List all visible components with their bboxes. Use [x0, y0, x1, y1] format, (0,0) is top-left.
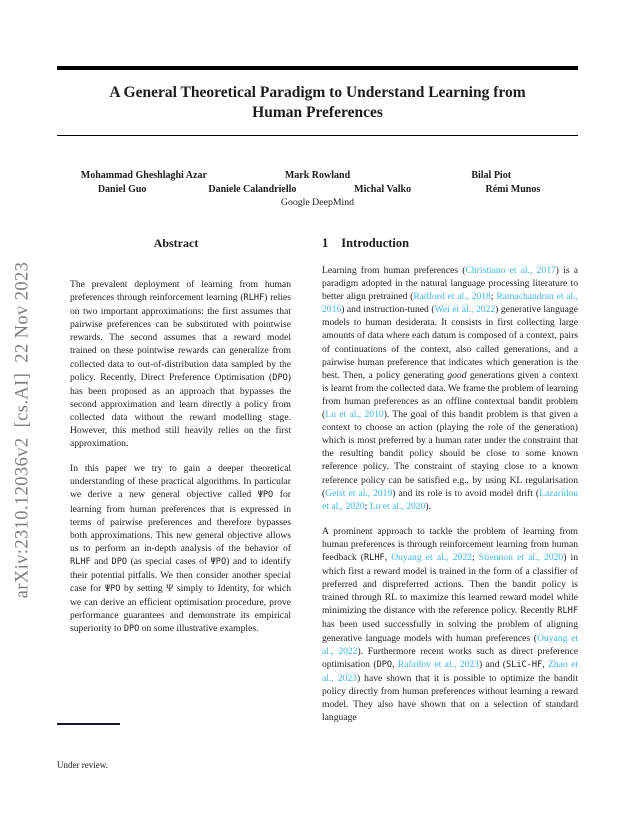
- section-title: Introduction: [341, 236, 410, 250]
- citation-link[interactable]: Zhao et al., 2023: [322, 658, 579, 684]
- body-text: generations given a context is learnt from the collected data. We frame the problem of learning from human preferences as an offline contextual bandit problem (: [322, 369, 578, 421]
- body-text: ;: [471, 551, 479, 563]
- inline-code: RLHF: [243, 293, 265, 304]
- body-text: ) generative language models to human desiderata. It consists in first collecting large amounts of data where each datum is composed of a context, pairs of continuations of the context, also called generations, and a pairwise human preference that indicates which generation is the best. Then, a policy generating: [322, 304, 578, 381]
- body-text: ) and its role is to avoid model drift (: [392, 487, 540, 499]
- abstract-heading: Abstract: [153, 236, 199, 250]
- body-text: ) and to identify their potential pitfalls. We then consider another special case for: [70, 555, 291, 595]
- author-name: Rémi Munos: [485, 183, 541, 195]
- inline-code: RLHF: [557, 606, 578, 617]
- citation-link[interactable]: Ouyang et al., 2022: [391, 551, 472, 563]
- author-row-2: [57, 183, 578, 197]
- body-text: has been used successfully in solving the problem of aligning generative language models with human preferences (: [322, 619, 578, 644]
- inline-code: ΨPO: [257, 490, 274, 501]
- title-rule: [57, 135, 578, 136]
- author-block: [57, 169, 578, 208]
- body-text: ) in which first a reward model is trained in the form of a classifier of preferred and dispreferred actions. Then the bandit policy is trained through RL to maximize this learned reward model while minimizing the distance with the reference policy. Recently: [322, 551, 579, 617]
- inline-code: DPO: [272, 372, 288, 383]
- section-heading-introduction: [322, 236, 578, 251]
- footnote-rule: [57, 723, 120, 725]
- citation-link[interactable]: Wei et al., 2022: [434, 304, 496, 316]
- footer-note: Under review.: [57, 760, 108, 770]
- author-name: Mark Rowland: [284, 170, 351, 181]
- body-text: ). Furthermore recent works such as direct preference optimisation (: [322, 645, 579, 670]
- body-text: The prevalent deployment of learning from human preferences through reinforcement learning (: [70, 279, 291, 304]
- body-text: ,: [392, 658, 398, 670]
- body-text: for learning from human preferences that is expressed in terms of pairwise preferences and therefore bypasses both approximations. This new general objective allows us to perform an in-depth analysis of the behavior of: [70, 489, 291, 554]
- inline-code: DPO: [376, 659, 393, 670]
- body-text: ) and (: [478, 658, 506, 670]
- body-text: by setting Ψ simply to Identity, for which we can derive an efficient optimisation procedure, prove performance guarantees and demonstrate its empirical superiority to: [70, 583, 291, 635]
- body-text: Learning from human preferences (: [322, 265, 466, 276]
- citation-link[interactable]: Lu et al., 2010: [325, 409, 384, 421]
- page-content: [57, 66, 578, 736]
- body-text: In this paper we try to gain a deeper theoretical understanding of these practical algorithms. In particular we derive a new general objective called: [70, 463, 291, 501]
- affiliation: Google DeepMind: [280, 197, 355, 208]
- paper-title-line2: Human Preferences: [252, 104, 383, 121]
- inline-code: ΨPO: [210, 556, 227, 567]
- author-name: Daniele Calandriello: [208, 183, 297, 195]
- body-text: ) has been proposed as an approach that bypasses the second approximation and learn directly a policy from collected data without the reward modelling stage. However, this method still heavily relies on the first approximation.: [70, 371, 291, 450]
- top-rule: [57, 66, 578, 70]
- body-text: ) is a paradigm adopted in the natural language processing literature to better align pretrained (: [322, 265, 578, 303]
- abstract-body: [57, 278, 295, 636]
- body-text: ). The goal of this bandit problem is that given a context to choose an action (playing the role of the generation) which is most preferred by a human rater under the constraint that the resulting bandit policy should be close to some known reference policy. The constraint of staying close to a known reference policy can be satisfied e.g., by using KL regularisation (: [322, 409, 579, 499]
- introduction-paragraph-2: [322, 525, 578, 724]
- body-text: ,: [384, 551, 392, 563]
- section-number: 1: [322, 236, 329, 250]
- author-row-1: [57, 169, 578, 183]
- citation-link[interactable]: Christiano et al., 2017: [465, 265, 556, 276]
- inline-code: RLHF: [70, 556, 91, 567]
- body-text: and: [90, 555, 112, 567]
- citation-link[interactable]: Ouyang et al., 2022: [322, 632, 578, 657]
- author-name: Michal Valko: [354, 183, 412, 195]
- citation-link[interactable]: Lu et al., 2020: [369, 500, 426, 512]
- inline-code: RLHF: [363, 552, 385, 563]
- abstract-paragraph-1: [70, 278, 291, 450]
- body-text: (as special cases of: [127, 555, 211, 567]
- citation-link[interactable]: Lazaridou et al., 2020: [322, 487, 579, 512]
- body-text: ;: [490, 291, 497, 303]
- inline-code: ΨPO: [104, 584, 121, 595]
- arxiv-watermark: arXiv:2310.12036v2 [cs.AI] 22 Nov 2023: [12, 261, 33, 599]
- author-name: Daniel Guo: [97, 183, 147, 195]
- emphasis-text: good: [447, 369, 467, 381]
- paper-title: [57, 83, 578, 123]
- inline-code: DPO: [123, 624, 140, 635]
- citation-link[interactable]: Geist et al., 2019: [325, 487, 393, 499]
- body-text: on some illustrative examples.: [139, 623, 259, 635]
- body-text: ) relies on two important approximations: the first assumes that pairwise preferences can be substituted with pointwise rewards. The second assumes that a reward model trained on these pointwise rewards can generalize from collected data to out-of-distribution data sampled by the policy. Recently, Direct Preference Optimisation (: [70, 292, 291, 383]
- inline-code: DPO: [111, 556, 128, 567]
- body-text: ).: [425, 500, 431, 512]
- introduction-paragraph-1: [322, 264, 578, 513]
- paper-title-line1: A General Theoretical Paradigm to Understand Learning from: [109, 84, 526, 101]
- body-text: ;: [364, 500, 370, 512]
- body-text: A prominent approach to tackle the problem of learning from human preferences is through reinforcement learning from human feedback (: [322, 525, 578, 563]
- body-text: ) have shown that it is possible to optimize the bandit policy directly from human preferences without learning a reward model. They also have shown that on a selection of standard language: [322, 672, 578, 724]
- left-column: [57, 236, 295, 736]
- citation-link[interactable]: Radford et al., 2018: [413, 291, 491, 303]
- author-name: Mohammad Gheshlaghi Azar: [80, 170, 207, 181]
- citation-link[interactable]: Stiennon et al., 2020: [478, 551, 564, 563]
- citation-link[interactable]: Rafailov et al., 2023: [397, 658, 479, 670]
- author-name: Bilal Piot: [471, 170, 512, 181]
- citation-link[interactable]: Ramachandran et al., 2016: [322, 291, 578, 316]
- body-text: ) and instruction-tuned (: [341, 304, 435, 316]
- abstract-paragraph-2: [70, 462, 291, 636]
- two-column-body: [57, 236, 578, 736]
- right-column: [322, 236, 578, 736]
- inline-code: SLiC-HF: [505, 659, 543, 670]
- body-text: ,: [542, 658, 548, 670]
